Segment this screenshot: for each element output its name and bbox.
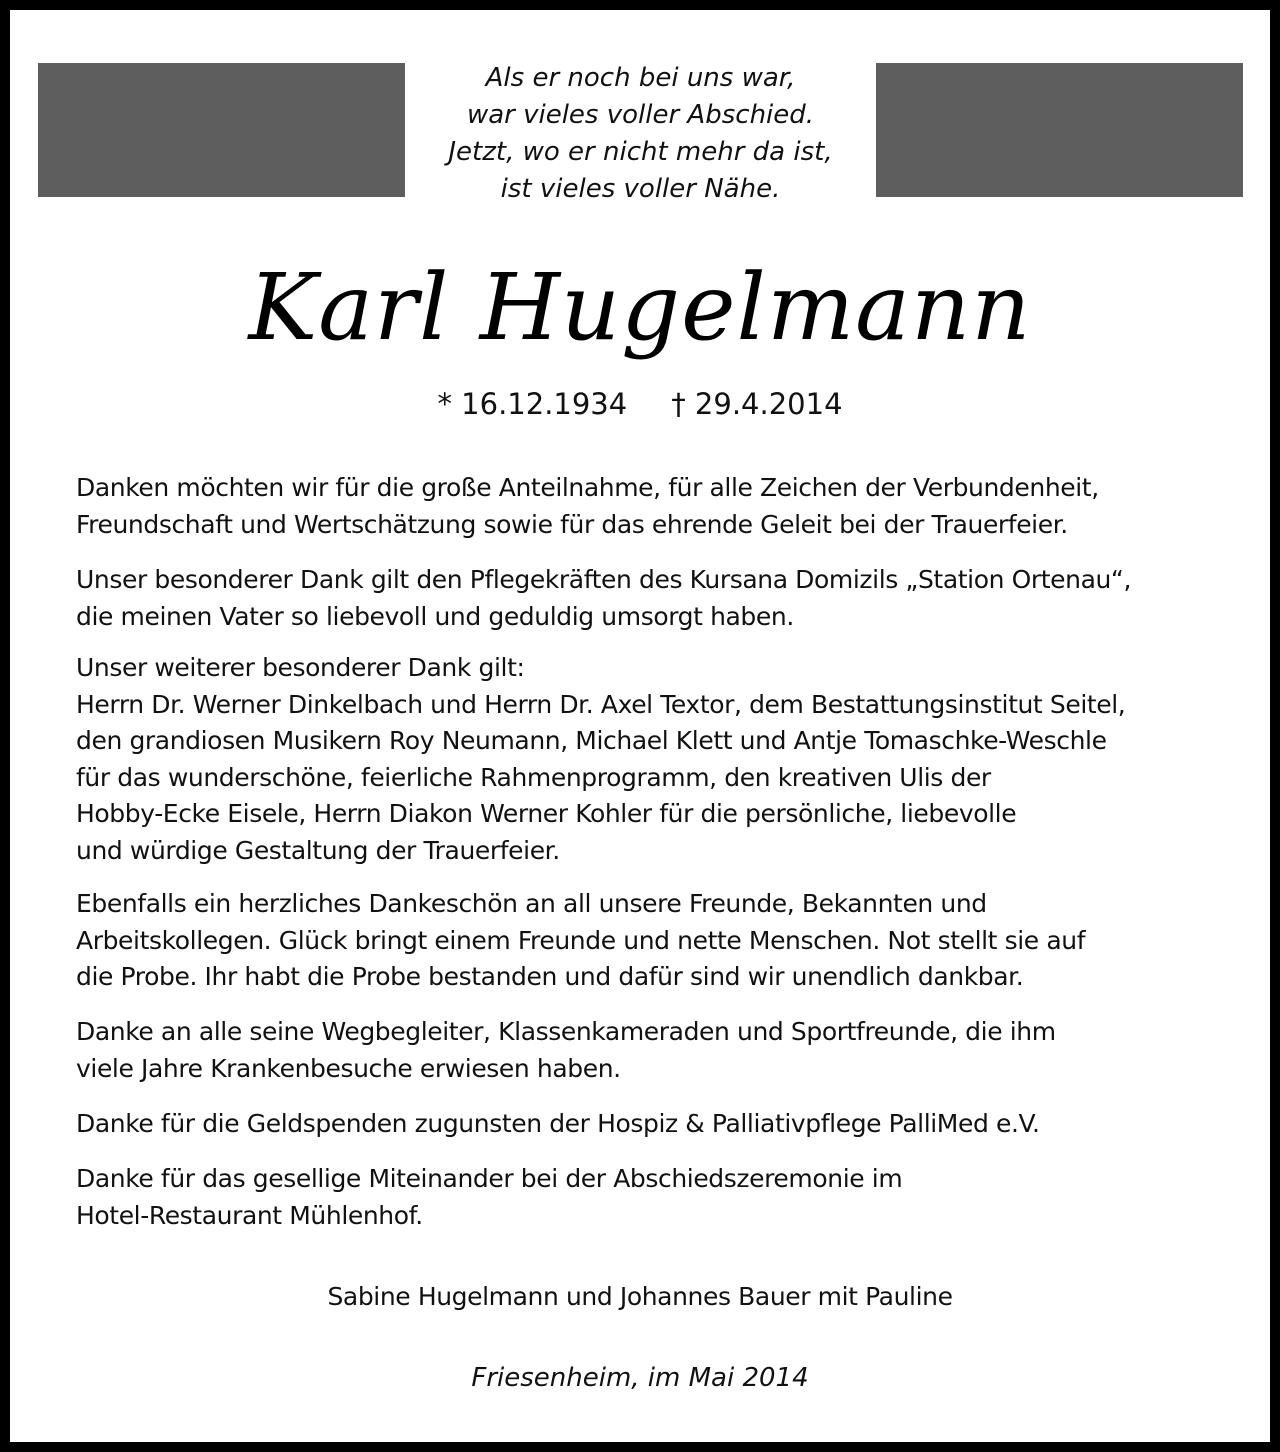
life-dates — [0, 384, 1280, 424]
paragraph-thanks-caregivers — [76, 562, 1236, 635]
family-signature: Sabine Hugelmann und Johannes Bauer mit Pauline — [327, 1282, 953, 1311]
paragraph-thanks-individuals — [76, 650, 1236, 869]
text-line: Herrn Dr. Werner Dinkelbach und Herrn Dr. Axel Textor, dem Bestattungsinstitut Seitel, — [76, 689, 1126, 719]
memorial-quote — [405, 60, 876, 208]
paragraph-thanks-friends — [76, 886, 1236, 996]
quote-line: Jetzt, wo er nicht mehr da ist, — [448, 137, 833, 167]
paragraph-thanks-sympathy — [76, 470, 1236, 543]
text-line: Unser besonderer Dank gilt den Pflegekräften des Kursana Domizils „Station Ortenau“, — [76, 565, 1132, 594]
decorative-band-left — [38, 63, 405, 197]
text-line: die meinen Vater so liebevoll und geduldig umsorgt haben. — [76, 601, 794, 631]
quote-line: ist vieles voller Nähe. — [500, 174, 781, 204]
birth-date: * 16.12.1934 — [437, 387, 628, 421]
place-and-date: Friesenheim, im Mai 2014 — [471, 1363, 809, 1393]
quote-line: Als er noch bei uns war, — [485, 63, 796, 93]
text-line: Ebenfalls ein herzliches Dankeschön an all unsere Freunde, Bekannten und — [76, 889, 987, 918]
text-line: Danke an alle seine Wegbegleiter, Klassenkameraden und Sportfreunde, die ihm — [76, 1017, 1056, 1046]
text-line: Hobby-Ecke Eisele, Herrn Diakon Werner Kohler für die persönliche, liebevolle — [76, 799, 1017, 828]
text-line: für das wunderschöne, feierliche Rahmenprogramm, den kreativen Ulis der — [76, 762, 991, 792]
paragraph-thanks-companions — [76, 1014, 1236, 1087]
paragraph-thanks-ceremony — [76, 1161, 1236, 1234]
text-line: Danke für die Geldspenden zugunsten der Hospiz & Palliativpflege PalliMed e.V. — [76, 1109, 1040, 1138]
death-date: † 29.4.2014 — [671, 387, 843, 421]
text-line: die Probe. Ihr habt die Probe bestanden und dafür sind wir unendlich dankbar. — [76, 962, 1024, 991]
text-line: viele Jahre Krankenbesuche erwiesen haben. — [76, 1053, 621, 1083]
text-line: den grandiosen Musikern Roy Neumann, Michael Klett und Antje Tomaschke-Weschle — [76, 726, 1107, 755]
text-line: Danke für das gesellige Miteinander bei der Abschiedszeremonie im — [76, 1164, 903, 1193]
text-line: Unser weiterer besonderer Dank gilt: — [76, 653, 525, 682]
text-line: Hotel-Restaurant Mühlenhof. — [76, 1200, 423, 1230]
quote-line: war vieles voller Abschied. — [466, 100, 815, 130]
deceased-name: Karl Hugelmann — [248, 254, 1032, 361]
text-line: und würdige Gestaltung der Trauerfeier. — [76, 835, 560, 865]
text-line: Arbeitskollegen. Glück bringt einem Freunde und nette Menschen. Not stellt sie auf — [76, 925, 1086, 955]
text-line: Danken möchten wir für die große Anteilnahme, für alle Zeichen der Verbundenheit, — [76, 473, 1099, 502]
text-line: Freundschaft und Wertschätzung sowie für das ehrende Geleit bei der Trauerfeier. — [76, 509, 1068, 539]
paragraph-thanks-donations — [76, 1106, 1236, 1143]
decorative-band-right — [876, 63, 1243, 197]
